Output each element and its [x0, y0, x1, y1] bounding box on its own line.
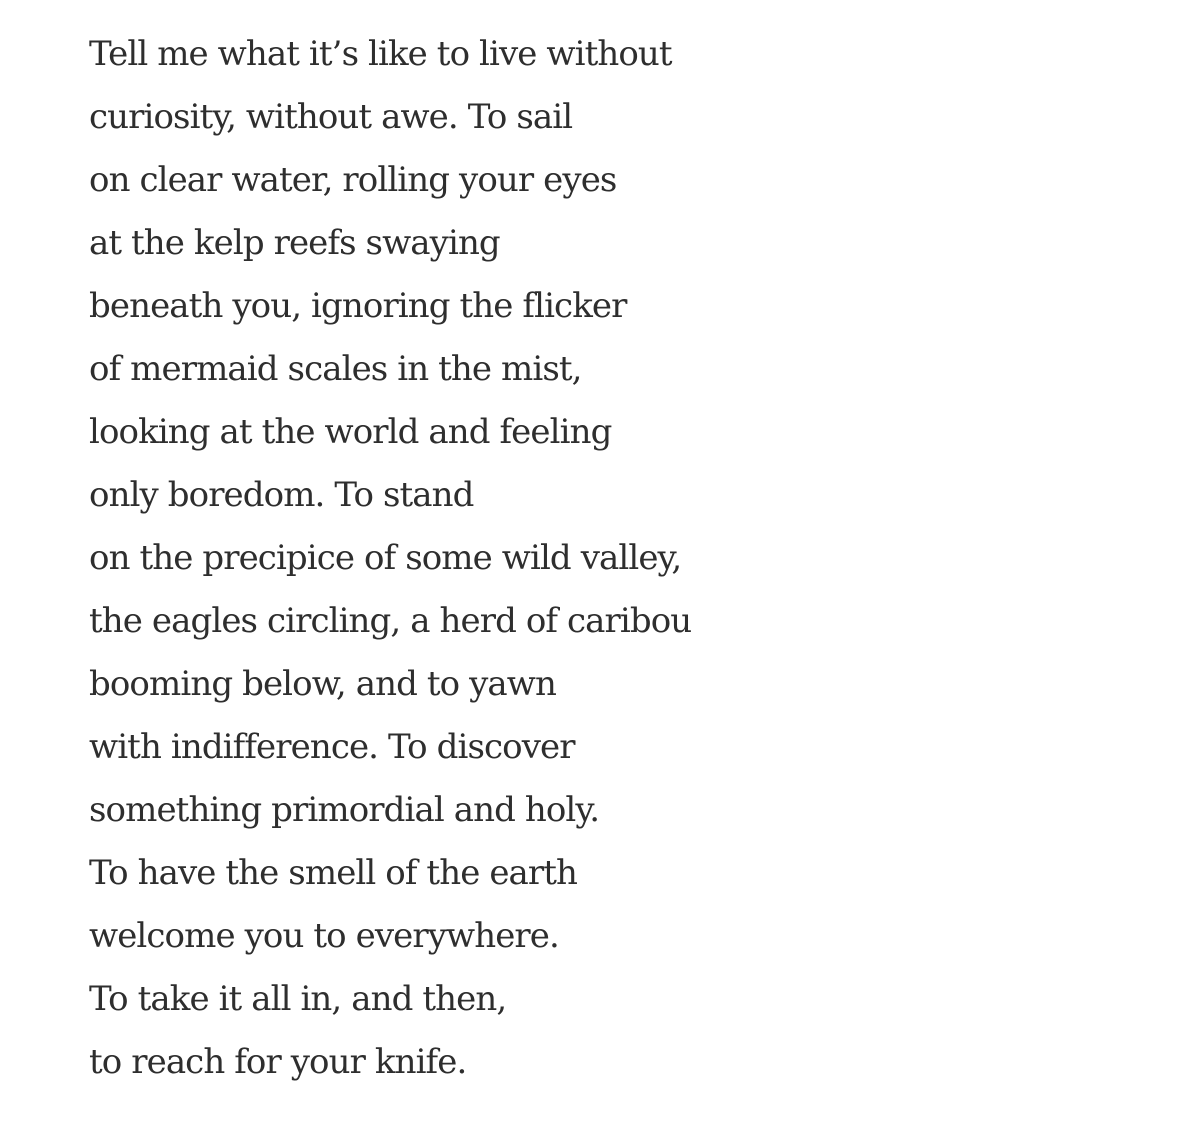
- poem-line: with indifference. To discover: [89, 727, 575, 767]
- poem-line: on clear water, rolling your eyes: [89, 160, 617, 200]
- poem-line: looking at the world and feeling: [89, 412, 612, 452]
- poem-line: something primordial and holy.: [89, 790, 600, 830]
- poem-line: beneath you, ignoring the flicker: [89, 286, 627, 326]
- poem-text: [89, 23, 691, 1094]
- poem-line: welcome you to everywhere.: [89, 916, 559, 956]
- poem-line: booming below, and to yawn: [89, 664, 556, 704]
- poem-line: only boredom. To stand: [89, 475, 474, 515]
- poem-line: To have the smell of the earth: [89, 853, 578, 893]
- poem-line: To take it all in, and then,: [89, 979, 507, 1019]
- poem-line: curiosity, without awe. To sail: [89, 97, 573, 137]
- poem-line: of mermaid scales in the mist,: [89, 349, 582, 389]
- poem-line: on the precipice of some wild valley,: [89, 538, 682, 578]
- poem-line: the eagles circling, a herd of caribou: [89, 601, 692, 641]
- poem-line: at the kelp reefs swaying: [89, 223, 500, 263]
- poem-line: Tell me what it’s like to live without: [89, 34, 672, 74]
- poem-line: to reach for your knife.: [89, 1042, 467, 1082]
